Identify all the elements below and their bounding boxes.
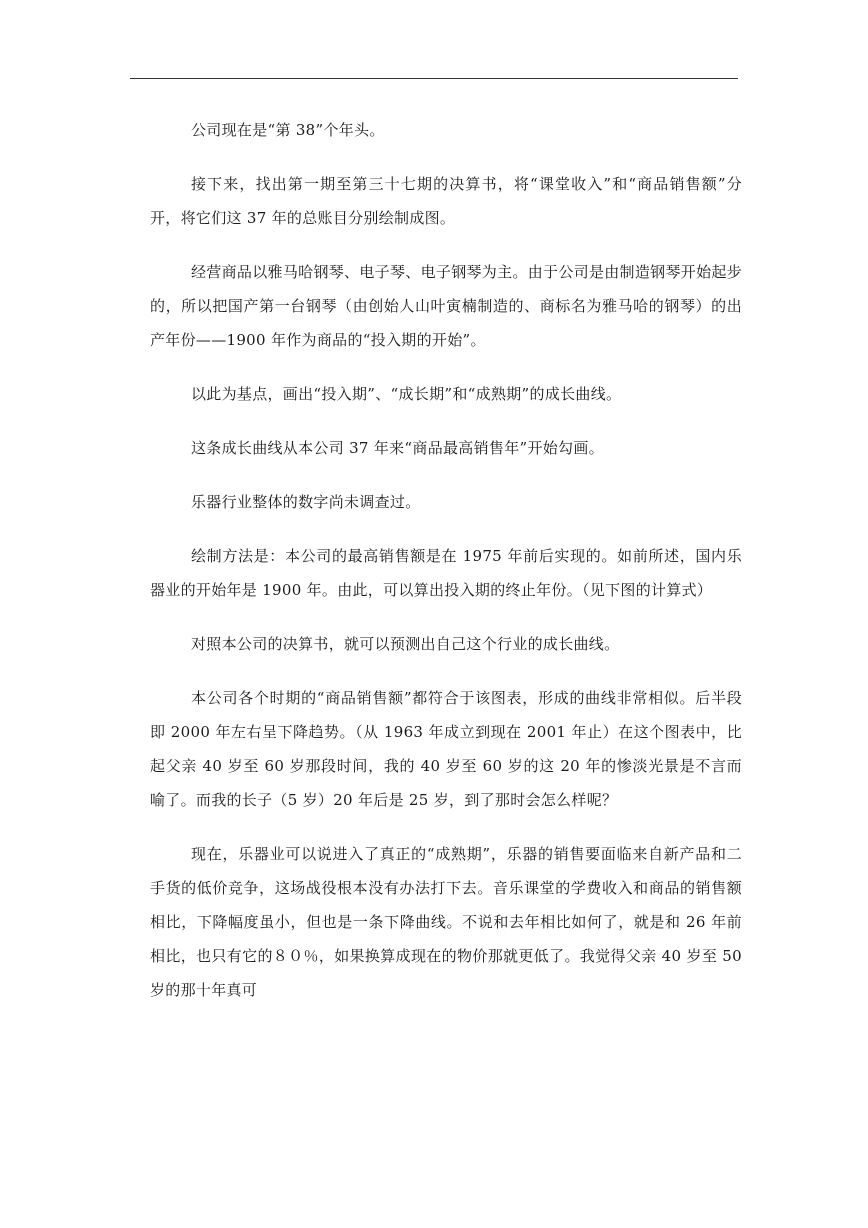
body-text — [150, 113, 742, 1027]
paragraph: 本公司各个时期的“商品销售额”都符合于该图表，形成的曲线非常相似。后半段即 2000 年左右呈下降趋势。（从 1963 年成立到现在 2001 年止）在这个图表中，比起父亲 40 岁至 60 岁那段时间，我的 40 岁至 60 岁的这 20 年的惨淡光景是不言而喻了。而我的长子（5 岁）20 年后是 25 岁，到了那时会怎么样呢？ — [150, 689, 742, 809]
paragraph: 以此为基点，画出“投入期”、“成长期”和“成熟期”的成长曲线。 — [191, 385, 622, 403]
paragraph: 绘制方法是：本公司的最高销售额是在 1975 年前后实现的。如前所述，国内乐器业的开始年是 1900 年。由此，可以算出投入期的终止年份。（见下图的计算式） — [150, 547, 742, 599]
paragraph: 经营商品以雅马哈钢琴、电子琴、电子钢琴为主。由于公司是由制造钢琴开始起步的，所以把国产第一台钢琴（由创始人山叶寅楠制造的、商标名为雅马哈的钢琴）的出产年份——1900 年作为商品的“投入期的开始”。 — [150, 263, 742, 349]
paragraph: 现在，乐器业可以说进入了真正的“成熟期”，乐器的销售要面临来自新产品和二手货的低价竞争，这场战役根本没有办法打下去。音乐课堂的学费收入和商品的销售额相比，下降幅度虽小，但也是一条下降曲线。不说和去年相比如何了，就是和 26 年前相比，也只有它的８０％，如果换算成现在的物价那就更低了。我觉得父亲 40 岁至 50 岁的那十年真可 — [150, 845, 742, 999]
paragraph: 对照本公司的决算书，就可以预测出自己这个行业的成长曲线。 — [191, 635, 620, 653]
paragraph: 乐器行业整体的数字尚未调查过。 — [191, 493, 421, 511]
paragraph: 公司现在是“第 38”个年头。 — [191, 121, 385, 139]
paragraph: 这条成长曲线从本公司 37 年来“商品最高销售年”开始勾画。 — [191, 439, 604, 457]
paragraph: 接下来，找出第一期至第三十七期的决算书，将“课堂收入”和“商品销售额”分开，将它们这 37 年的总账目分别绘制成图。 — [150, 175, 742, 227]
header-rule — [130, 78, 738, 79]
